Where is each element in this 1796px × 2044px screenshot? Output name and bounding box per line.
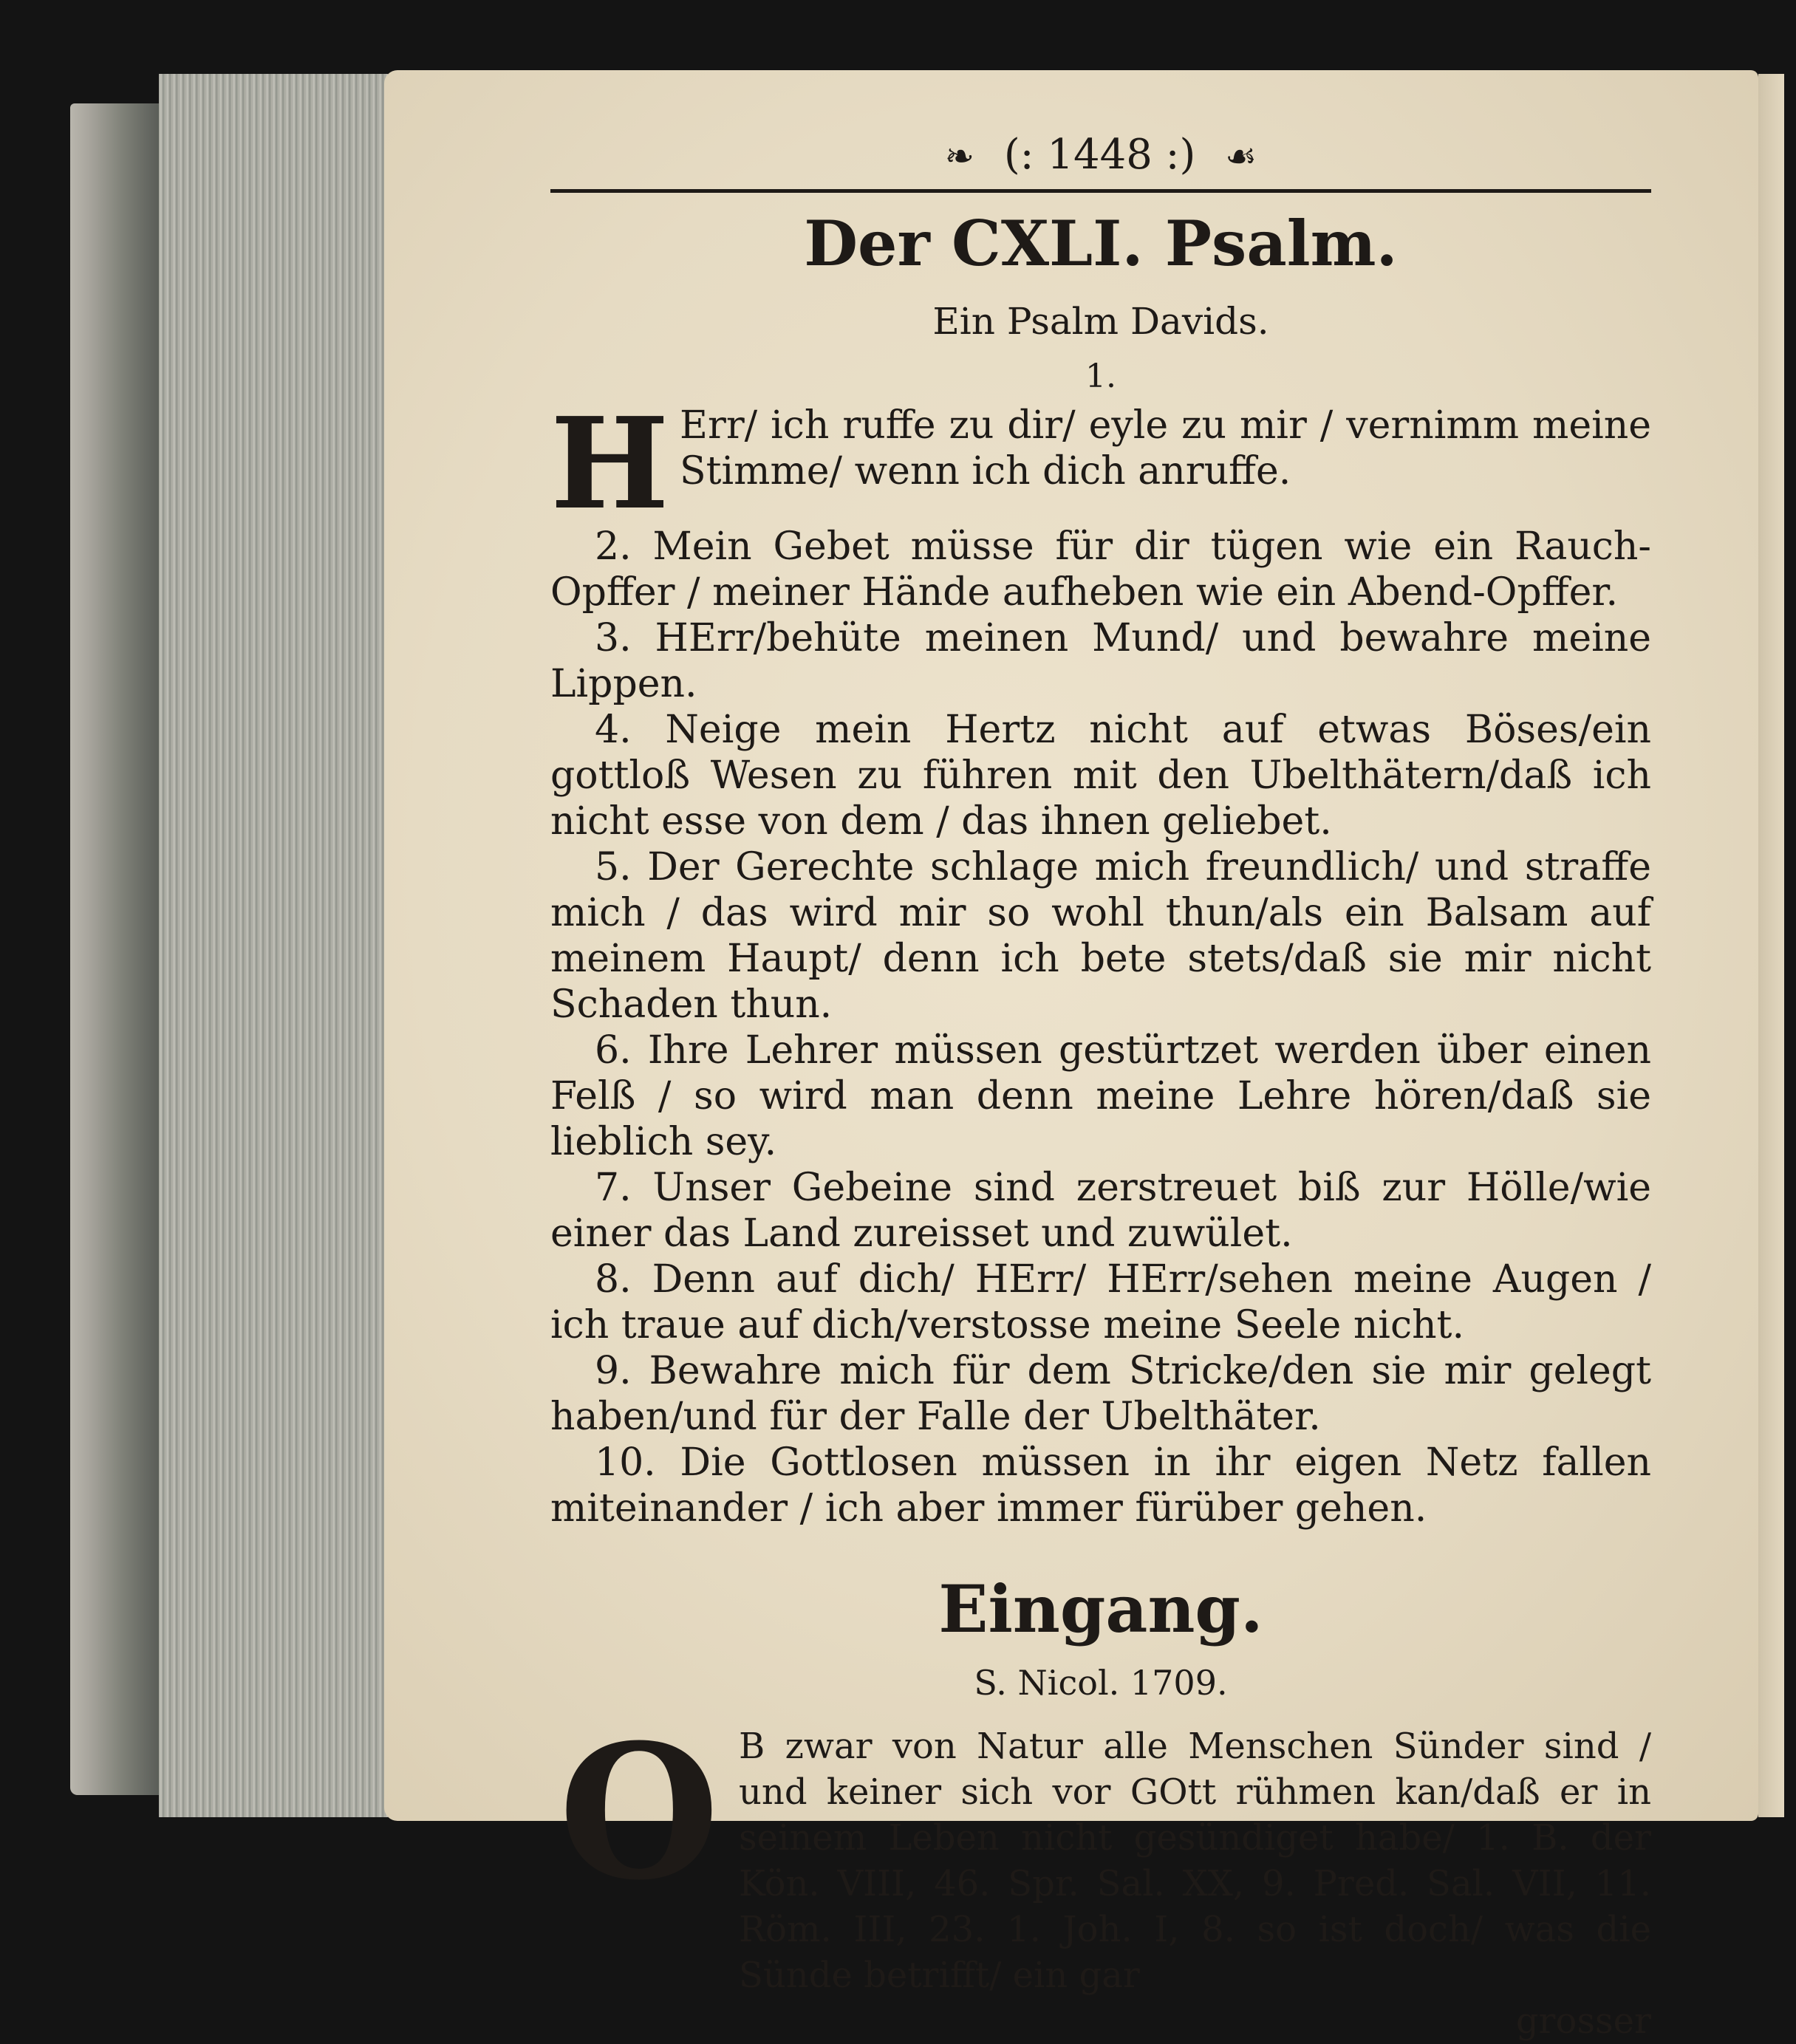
page-number: (: 1448 :) — [1003, 131, 1196, 179]
verse-1 — [550, 390, 1651, 538]
ornament-right-icon: ☙ — [1225, 136, 1257, 177]
running-head — [550, 126, 1651, 185]
verse-5: 5. Der Gerechte schlage mich freundlich/ und straffe mich / das wird mir so wohl thun/als ein Balsam auf meinem Haupt/ denn ich bete stets/daß sie mir nicht Schaden thun. — [550, 845, 1651, 1027]
verse-9: 9. Bewahre mich für dem Stricke/den sie mir gelegt haben/und für der Falle der Ubelthäter. — [550, 1349, 1651, 1439]
verse-7: 7. Unser Gebeine sind zerstreuet biß zur Hölle/wie einer das Land zureisset und zuwület. — [550, 1166, 1651, 1256]
verse-4: 4. Neige mein Hertz nicht auf etwas Böses/ein gottloß Wesen zu führen mit den Ubelthätern/daß ich nicht esse von dem / das ihnen geliebet. — [550, 708, 1651, 844]
book-edge — [70, 103, 159, 1795]
header-rule — [550, 189, 1651, 193]
verse-marker: 1. — [1085, 358, 1116, 395]
intro-text: B zwar von Natur alle Menschen Sünder sind / und keiner sich vor GOtt rühmen kan/daß er in seinem Leben nicht gesündiget habe/ 1. B. der Kön. VIII, 46. Spr. Sal. XX, 9. Pred. Sal. VII, 11. Röm. III, 23. 1. Joh. I, 8. so ist doch/ was die Sünde betrifft/ ein gar — [739, 1726, 1651, 1996]
page-block — [159, 74, 388, 1817]
verse-10: 10. Die Gottlosen müssen in ihr eigen Netz fallen miteinander / ich aber immer fürüber gehen. — [550, 1440, 1651, 1531]
verse-8: 8. Denn auf dich/ HErr/ HErr/sehen meine Augen / ich traue auf dich/verstosse meine Seele nicht. — [550, 1257, 1651, 1347]
facing-page-edge — [1758, 74, 1784, 1817]
sermon-signature: S. Nicol. 1709. — [974, 1663, 1228, 1703]
dropcap-o: O — [559, 1703, 720, 1921]
verse-1-text: Err/ ich ruffe zu dir/ eyle zu mir / vernimm meine Stimme/ wenn ich dich anruffe. — [680, 403, 1651, 493]
verse-3: 3. HErr/behüte meinen Mund/ und bewahre meine Lippen. — [550, 616, 1651, 706]
ornament-left-icon: ❧ — [944, 136, 974, 177]
section-heading: Eingang. — [938, 1570, 1263, 1647]
page-content — [550, 126, 1651, 2044]
psalm-subtitle: Ein Psalm Davids. — [932, 300, 1269, 343]
intro-paragraph — [550, 1703, 1651, 2044]
psalm-title: Der CXLI. Psalm. — [804, 207, 1398, 280]
verse-6: 6. Ihre Lehrer müssen gestürtzet werden über einen Felß / so wird man denn meine Lehre hören/daß sie lieblich sey. — [550, 1028, 1651, 1164]
catchword: grosser — [1515, 2000, 1651, 2042]
dropcap-h: H — [550, 390, 669, 538]
verse-2: 2. Mein Gebet müsse für dir tügen wie ein Rauch-Opffer / meiner Hände aufheben wie ein Abend-Opffer. — [550, 524, 1651, 615]
